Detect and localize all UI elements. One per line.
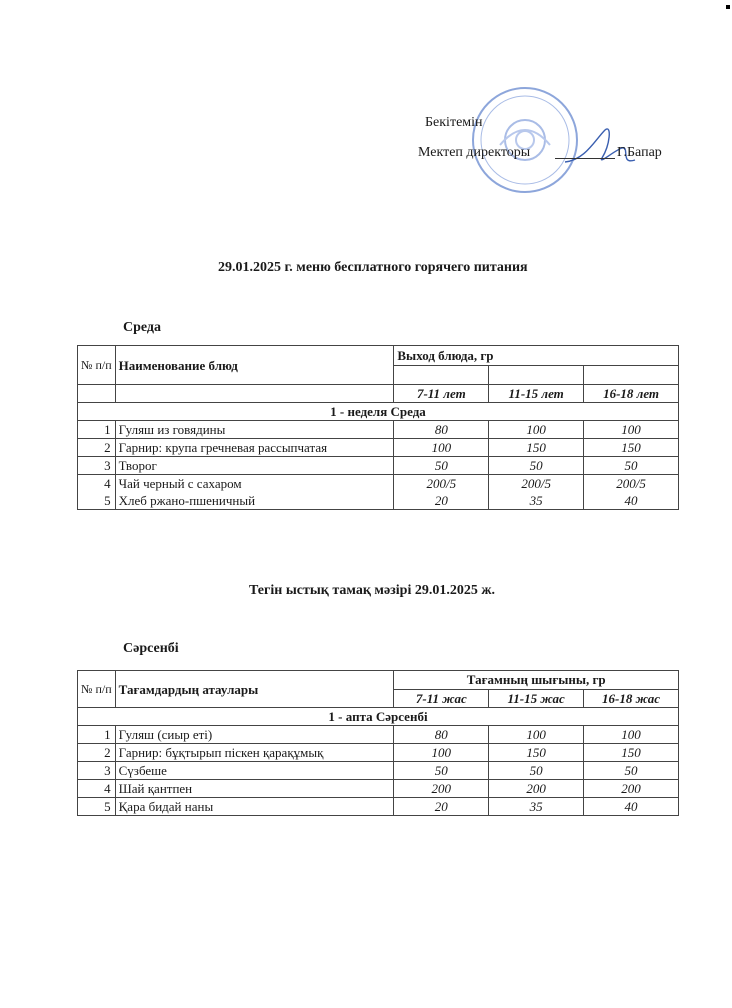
portion-value: 35 xyxy=(489,798,584,816)
blank-cell xyxy=(115,385,394,403)
portion-value: 80 xyxy=(394,421,489,439)
table-row xyxy=(78,475,679,510)
ru-day: Среда xyxy=(123,320,162,335)
portion-value: 50 xyxy=(394,762,489,780)
table-row xyxy=(78,762,679,780)
approve-word: Бекітемін xyxy=(425,115,483,130)
dish-name-cell xyxy=(115,475,394,510)
row-number: 3 xyxy=(78,457,116,475)
table-row xyxy=(78,798,679,816)
portion-value: 100 xyxy=(394,744,489,762)
portion-value: 80 xyxy=(394,726,489,744)
table-row xyxy=(78,780,679,798)
portion-value: 150 xyxy=(584,439,679,457)
age-header: 16-18 лет xyxy=(584,385,679,403)
age-header: 7-11 жас xyxy=(394,689,489,708)
row-number: 1 xyxy=(78,726,116,744)
director-label: Мектеп директоры xyxy=(418,145,531,160)
portion-value: 100 xyxy=(394,439,489,457)
blank-cell xyxy=(394,365,489,385)
age-header: 7-11 лет xyxy=(394,385,489,403)
row-number: 5 xyxy=(78,798,116,816)
portion-cell xyxy=(489,475,584,510)
dish-name: Гуляш из говядины xyxy=(115,421,394,439)
kz-title: Тегін ыстық тамақ мәзірі 29.01.2025 ж. xyxy=(249,583,495,598)
portion-value: 50 xyxy=(394,457,489,475)
portion-value: 50 xyxy=(489,457,584,475)
portion-value: 100 xyxy=(584,726,679,744)
portion-value: 40 xyxy=(584,798,679,816)
portion-value: 40 xyxy=(624,493,638,508)
ru-title: 29.01.2025 г. меню бесплатного горячего питания xyxy=(218,260,528,275)
dish-name: Чай черный с сахаром xyxy=(118,476,242,491)
portion-value: 200/5 xyxy=(521,476,551,491)
col-name-header: Тағамдардың атаулары xyxy=(115,671,394,708)
portion-value: 200 xyxy=(489,780,584,798)
portion-value: 150 xyxy=(489,439,584,457)
row-number: 3 xyxy=(78,762,116,780)
week-label: 1 - апта Сәрсенбі xyxy=(78,708,679,726)
portion-value: 50 xyxy=(584,762,679,780)
signature-line xyxy=(555,158,615,159)
portion-value: 200 xyxy=(394,780,489,798)
portion-value: 100 xyxy=(584,421,679,439)
age-header: 11-15 лет xyxy=(489,385,584,403)
dish-name: Хлеб ржано-пшеничный xyxy=(118,493,256,508)
portion-value: 50 xyxy=(489,762,584,780)
row-number: 5 xyxy=(104,493,111,508)
portion-value: 20 xyxy=(394,798,489,816)
col-output-header: Тағамның шығыны, гр xyxy=(394,671,679,690)
table-row xyxy=(78,726,679,744)
dish-name: Творог xyxy=(115,457,394,475)
portion-value: 200/5 xyxy=(426,476,457,491)
dish-name: Гуляш (сиыр еті) xyxy=(115,726,394,744)
age-header: 11-15 жас xyxy=(489,689,584,708)
table-row xyxy=(78,439,679,457)
portion-value: 150 xyxy=(584,744,679,762)
portion-cell xyxy=(584,475,679,510)
blank-cell xyxy=(78,385,116,403)
col-output-header: Выход блюда, гр xyxy=(394,346,679,366)
age-header: 16-18 жас xyxy=(584,689,679,708)
col-no-header: № п/п xyxy=(78,671,116,708)
portion-value: 200 xyxy=(584,780,679,798)
blank-cell xyxy=(489,365,584,385)
portion-value: 100 xyxy=(489,421,584,439)
table-row xyxy=(78,457,679,475)
row-number-cell xyxy=(78,475,116,510)
dish-name: Гарнир: крупа гречневая рассыпчатая xyxy=(115,439,394,457)
corner-mark xyxy=(726,5,730,9)
portion-value: 50 xyxy=(584,457,679,475)
ru-menu-table xyxy=(77,345,679,510)
week-label: 1 - неделя Среда xyxy=(78,403,679,421)
portion-value: 35 xyxy=(529,493,543,508)
dish-name: Шай қантпен xyxy=(115,780,394,798)
row-number: 1 xyxy=(78,421,116,439)
col-name-header: Наименование блюд xyxy=(115,346,394,385)
dish-name: Сүзбеше xyxy=(115,762,394,780)
row-number: 2 xyxy=(78,744,116,762)
dish-name: Гарнир: бұқтырып піскен қарақұмық xyxy=(115,744,394,762)
director-name: Г.Бапар xyxy=(617,145,662,160)
row-number: 4 xyxy=(104,476,111,491)
row-number: 2 xyxy=(78,439,116,457)
table-row xyxy=(78,744,679,762)
portion-cell xyxy=(394,475,489,510)
col-no-header: № п/п xyxy=(78,346,116,385)
row-number: 4 xyxy=(78,780,116,798)
portion-value: 20 xyxy=(434,493,448,508)
table-row xyxy=(78,421,679,439)
portion-value: 200/5 xyxy=(616,476,646,491)
portion-value: 150 xyxy=(489,744,584,762)
kz-day: Сәрсенбі xyxy=(123,641,179,656)
kz-menu-table xyxy=(77,670,679,816)
portion-value: 100 xyxy=(489,726,584,744)
dish-name: Қара бидай наны xyxy=(115,798,394,816)
blank-cell xyxy=(584,365,679,385)
